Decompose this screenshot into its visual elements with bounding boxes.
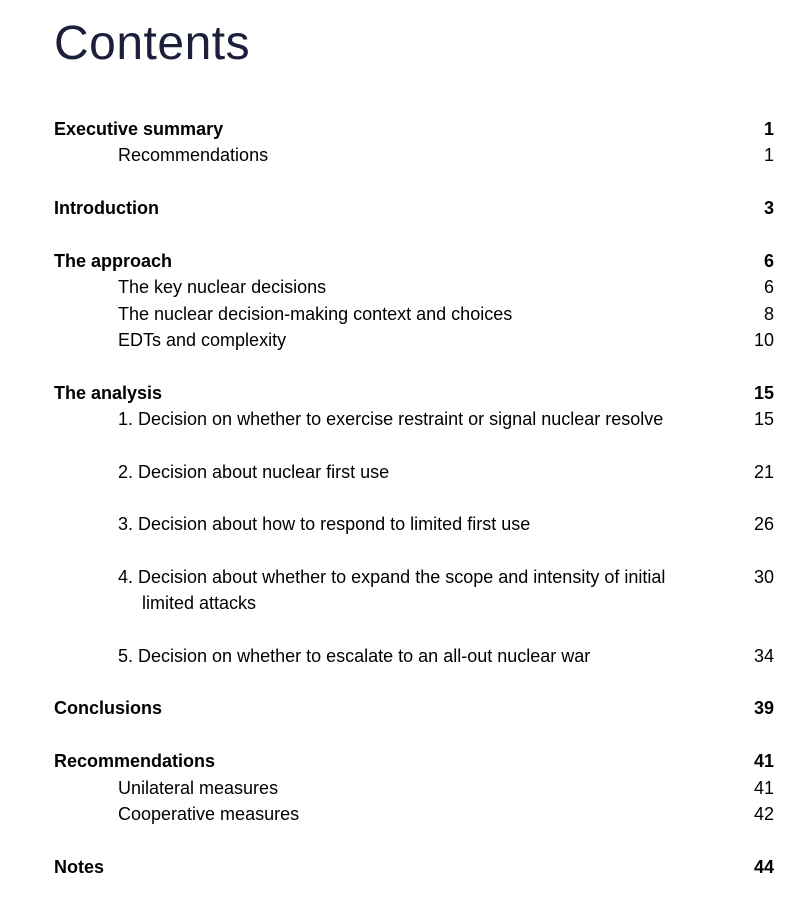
toc-entry-label: Recommendations	[54, 751, 216, 771]
toc-section-entry[interactable]	[54, 380, 774, 406]
toc-page-number: 30	[753, 567, 774, 587]
toc-section-entry[interactable]	[54, 748, 774, 774]
toc-subsection-entry[interactable]	[54, 643, 774, 669]
toc-entry-label: Executive summary	[54, 119, 224, 139]
toc-page-number: 21	[753, 462, 774, 482]
toc-page-number: 26	[753, 514, 774, 534]
toc-entry-label: Cooperative measures	[118, 804, 300, 824]
toc-section-entry[interactable]	[54, 248, 774, 274]
toc-page-number: 15	[753, 409, 774, 429]
toc-section-entry[interactable]	[54, 116, 774, 142]
toc-section-entry[interactable]	[54, 195, 774, 221]
toc-page-number: 3	[763, 198, 774, 218]
toc-subsection-entry[interactable]	[54, 406, 774, 432]
toc-subsection-entry[interactable]	[54, 801, 774, 827]
toc-entry-label-line1: 4. Decision about whether to expand the scope and intensity of initial	[118, 567, 666, 587]
toc-page-number: 39	[753, 698, 774, 718]
toc-page-number: 1	[763, 119, 774, 139]
toc-entry-label: Notes	[54, 857, 105, 877]
toc-entry-label: 1. Decision on whether to exercise restraint or signal nuclear resolve	[118, 409, 664, 429]
toc-page-number: 42	[753, 804, 774, 824]
toc-subsection-entry[interactable]	[54, 142, 774, 168]
toc-entry-label: Unilateral measures	[118, 778, 279, 798]
toc-subsection-entry[interactable]	[54, 459, 774, 485]
toc-page-number: 15	[753, 383, 774, 403]
toc-page-number: 44	[753, 857, 774, 877]
toc-entry-label: The nuclear decision-making context and choices	[118, 304, 513, 324]
toc-subsection-entry[interactable]	[54, 511, 774, 537]
toc-entry-label-line2: limited attacks	[142, 593, 257, 613]
toc-entry-label: 2. Decision about nuclear first use	[118, 462, 390, 482]
toc-entry-label	[54, 564, 718, 616]
toc-page-number: 41	[753, 778, 774, 798]
toc-subsection-entry[interactable]	[54, 564, 774, 616]
toc-entry-label: Introduction	[54, 198, 159, 218]
toc-page-number: 41	[753, 751, 774, 771]
toc-page-number: 1	[763, 145, 774, 165]
toc-subsection-entry[interactable]	[54, 274, 774, 300]
toc-section-entry[interactable]	[54, 695, 774, 721]
toc-entry-label: EDTs and complexity	[118, 330, 287, 350]
toc-subsection-entry[interactable]	[54, 301, 774, 327]
toc-entry-label: 5. Decision on whether to escalate to an all-out nuclear war	[118, 646, 591, 666]
toc-entry-label: The approach	[54, 251, 173, 271]
toc-page-number: 10	[753, 330, 774, 350]
toc-subsection-entry[interactable]	[54, 775, 774, 801]
toc-subsection-entry[interactable]	[54, 327, 774, 353]
toc-entry-label: The key nuclear decisions	[118, 277, 327, 297]
toc-page-number: 6	[763, 251, 774, 271]
toc-entry-label: Conclusions	[54, 698, 163, 718]
toc-entry-label: Recommendations	[118, 145, 269, 165]
toc-section-entry[interactable]	[54, 854, 774, 880]
page-title: Contents	[54, 17, 251, 70]
toc-page-number: 34	[753, 646, 774, 666]
toc-entry-label: 3. Decision about how to respond to limited first use	[118, 514, 531, 534]
toc-page-number: 6	[763, 277, 774, 297]
toc-page-number: 8	[763, 304, 774, 324]
toc-entry-label: The analysis	[54, 383, 163, 403]
